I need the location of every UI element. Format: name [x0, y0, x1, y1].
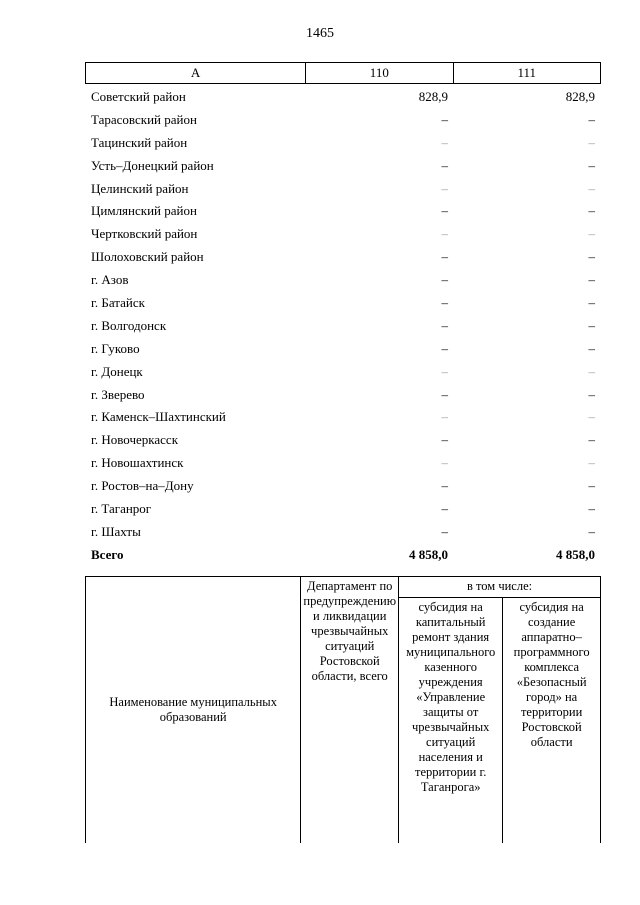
row-value-111: –: [588, 180, 595, 196]
row-name: г. Новошахтинск: [91, 455, 184, 471]
row-name: Усть–Донецкий район: [91, 157, 214, 173]
row-value-111: –: [588, 317, 595, 333]
table-row: [85, 544, 601, 567]
row-name: г. Шахты: [91, 523, 141, 539]
row-value-111: –: [588, 111, 595, 127]
row-name: Чертковский район: [91, 226, 198, 242]
row-value-110: –: [441, 409, 448, 425]
row-value-110: –: [441, 226, 448, 242]
row-name: Всего: [91, 546, 124, 562]
table-row: [85, 338, 601, 361]
row-value-111: –: [588, 295, 595, 311]
row-value-111: –: [588, 340, 595, 356]
row-value-110: –: [441, 134, 448, 150]
header-col-a: А: [86, 63, 306, 84]
table-row: [85, 475, 601, 498]
row-value-111: –: [588, 249, 595, 265]
row-name: г. Зверево: [91, 386, 145, 402]
row-value-111: –: [588, 226, 595, 242]
row-value-111: –: [588, 501, 595, 517]
row-name: Целинский район: [91, 180, 189, 196]
row-value-110: –: [441, 432, 448, 448]
table-row: [85, 384, 601, 407]
table-row: [85, 406, 601, 429]
row-value-110: –: [441, 478, 448, 494]
row-value-111: 4 858,0: [556, 546, 595, 562]
table-row: [85, 315, 601, 338]
table-row: [85, 521, 601, 544]
row-value-111: –: [588, 478, 595, 494]
table-row: [85, 452, 601, 475]
row-value-110: –: [441, 363, 448, 379]
department-header: Департамент по предупреждению и ликвидации чрезвычайных ситуаций Ростовской области, всего: [301, 577, 399, 844]
row-value-111: –: [588, 157, 595, 173]
municipality-name-header: Наименование муниципальных образований: [86, 577, 301, 844]
row-value-111: –: [588, 523, 595, 539]
row-value-110: –: [441, 295, 448, 311]
row-value-110: 4 858,0: [409, 546, 448, 562]
row-value-110: –: [441, 157, 448, 173]
table-row: [85, 498, 601, 521]
table-header: [85, 62, 601, 84]
row-name: Цимлянский район: [91, 203, 197, 219]
table-row: [85, 429, 601, 452]
table-row: [85, 155, 601, 178]
row-value-110: –: [441, 317, 448, 333]
row-value-111: –: [588, 432, 595, 448]
subsidy-2-header: субсидия на создание аппаратно–программного комплекса «Безопасный город» на территории Ростовской области: [503, 598, 601, 844]
subsidy-1-header: субсидия на капитальный ремонт здания муниципального казенного учреждения «Управление защиты от чрезвычайных ситуаций населения и территории г. Таганрога»: [399, 598, 503, 844]
row-value-110: –: [441, 272, 448, 288]
row-value-110: –: [441, 501, 448, 517]
row-value-111: –: [588, 363, 595, 379]
row-value-110: –: [441, 386, 448, 402]
row-value-110: –: [441, 455, 448, 471]
table-row: [85, 361, 601, 384]
row-name: г. Ростов–на–Дону: [91, 478, 194, 494]
table-row: [85, 223, 601, 246]
row-value-110: –: [441, 203, 448, 219]
including-header: в том числе:: [399, 577, 601, 598]
table-row: [85, 246, 601, 269]
row-value-111: 828,9: [565, 89, 595, 104]
row-value-111: –: [588, 134, 595, 150]
row-name: г. Таганрог: [91, 501, 152, 517]
table-row: [85, 292, 601, 315]
table-row: [85, 109, 601, 132]
table-row: [85, 200, 601, 223]
table-row: [85, 132, 601, 155]
page-number: 1465: [306, 26, 334, 41]
row-name: Тарасовский район: [91, 111, 197, 127]
row-name: Тацинский район: [91, 134, 188, 150]
row-name: г. Батайск: [91, 295, 145, 311]
table-row: [85, 178, 601, 201]
header-col-110: 110: [306, 63, 453, 84]
row-name: г. Новочеркасск: [91, 432, 179, 448]
row-name: Шолоховский район: [91, 249, 204, 265]
row-name: г. Волгодонск: [91, 317, 167, 333]
row-value-110: –: [441, 523, 448, 539]
row-value-111: –: [588, 203, 595, 219]
row-value-110: –: [441, 249, 448, 265]
row-value-111: –: [588, 272, 595, 288]
row-name: г. Донецк: [91, 363, 143, 379]
row-value-111: –: [588, 409, 595, 425]
bottom-header-table: [85, 576, 601, 843]
header-col-111: 111: [453, 63, 600, 84]
row-name: Советский район: [91, 89, 186, 104]
row-value-111: –: [588, 386, 595, 402]
row-name: г. Азов: [91, 272, 129, 288]
table-row: [85, 86, 601, 109]
row-name: г. Гуково: [91, 340, 140, 356]
table-row: [85, 269, 601, 292]
row-name: г. Каменск–Шахтинский: [91, 409, 226, 425]
row-value-110: –: [441, 111, 448, 127]
row-value-110: –: [441, 340, 448, 356]
data-rows: [85, 86, 601, 567]
row-value-110: –: [441, 180, 448, 196]
row-value-110: 828,9: [418, 89, 448, 104]
row-value-111: –: [588, 455, 595, 471]
